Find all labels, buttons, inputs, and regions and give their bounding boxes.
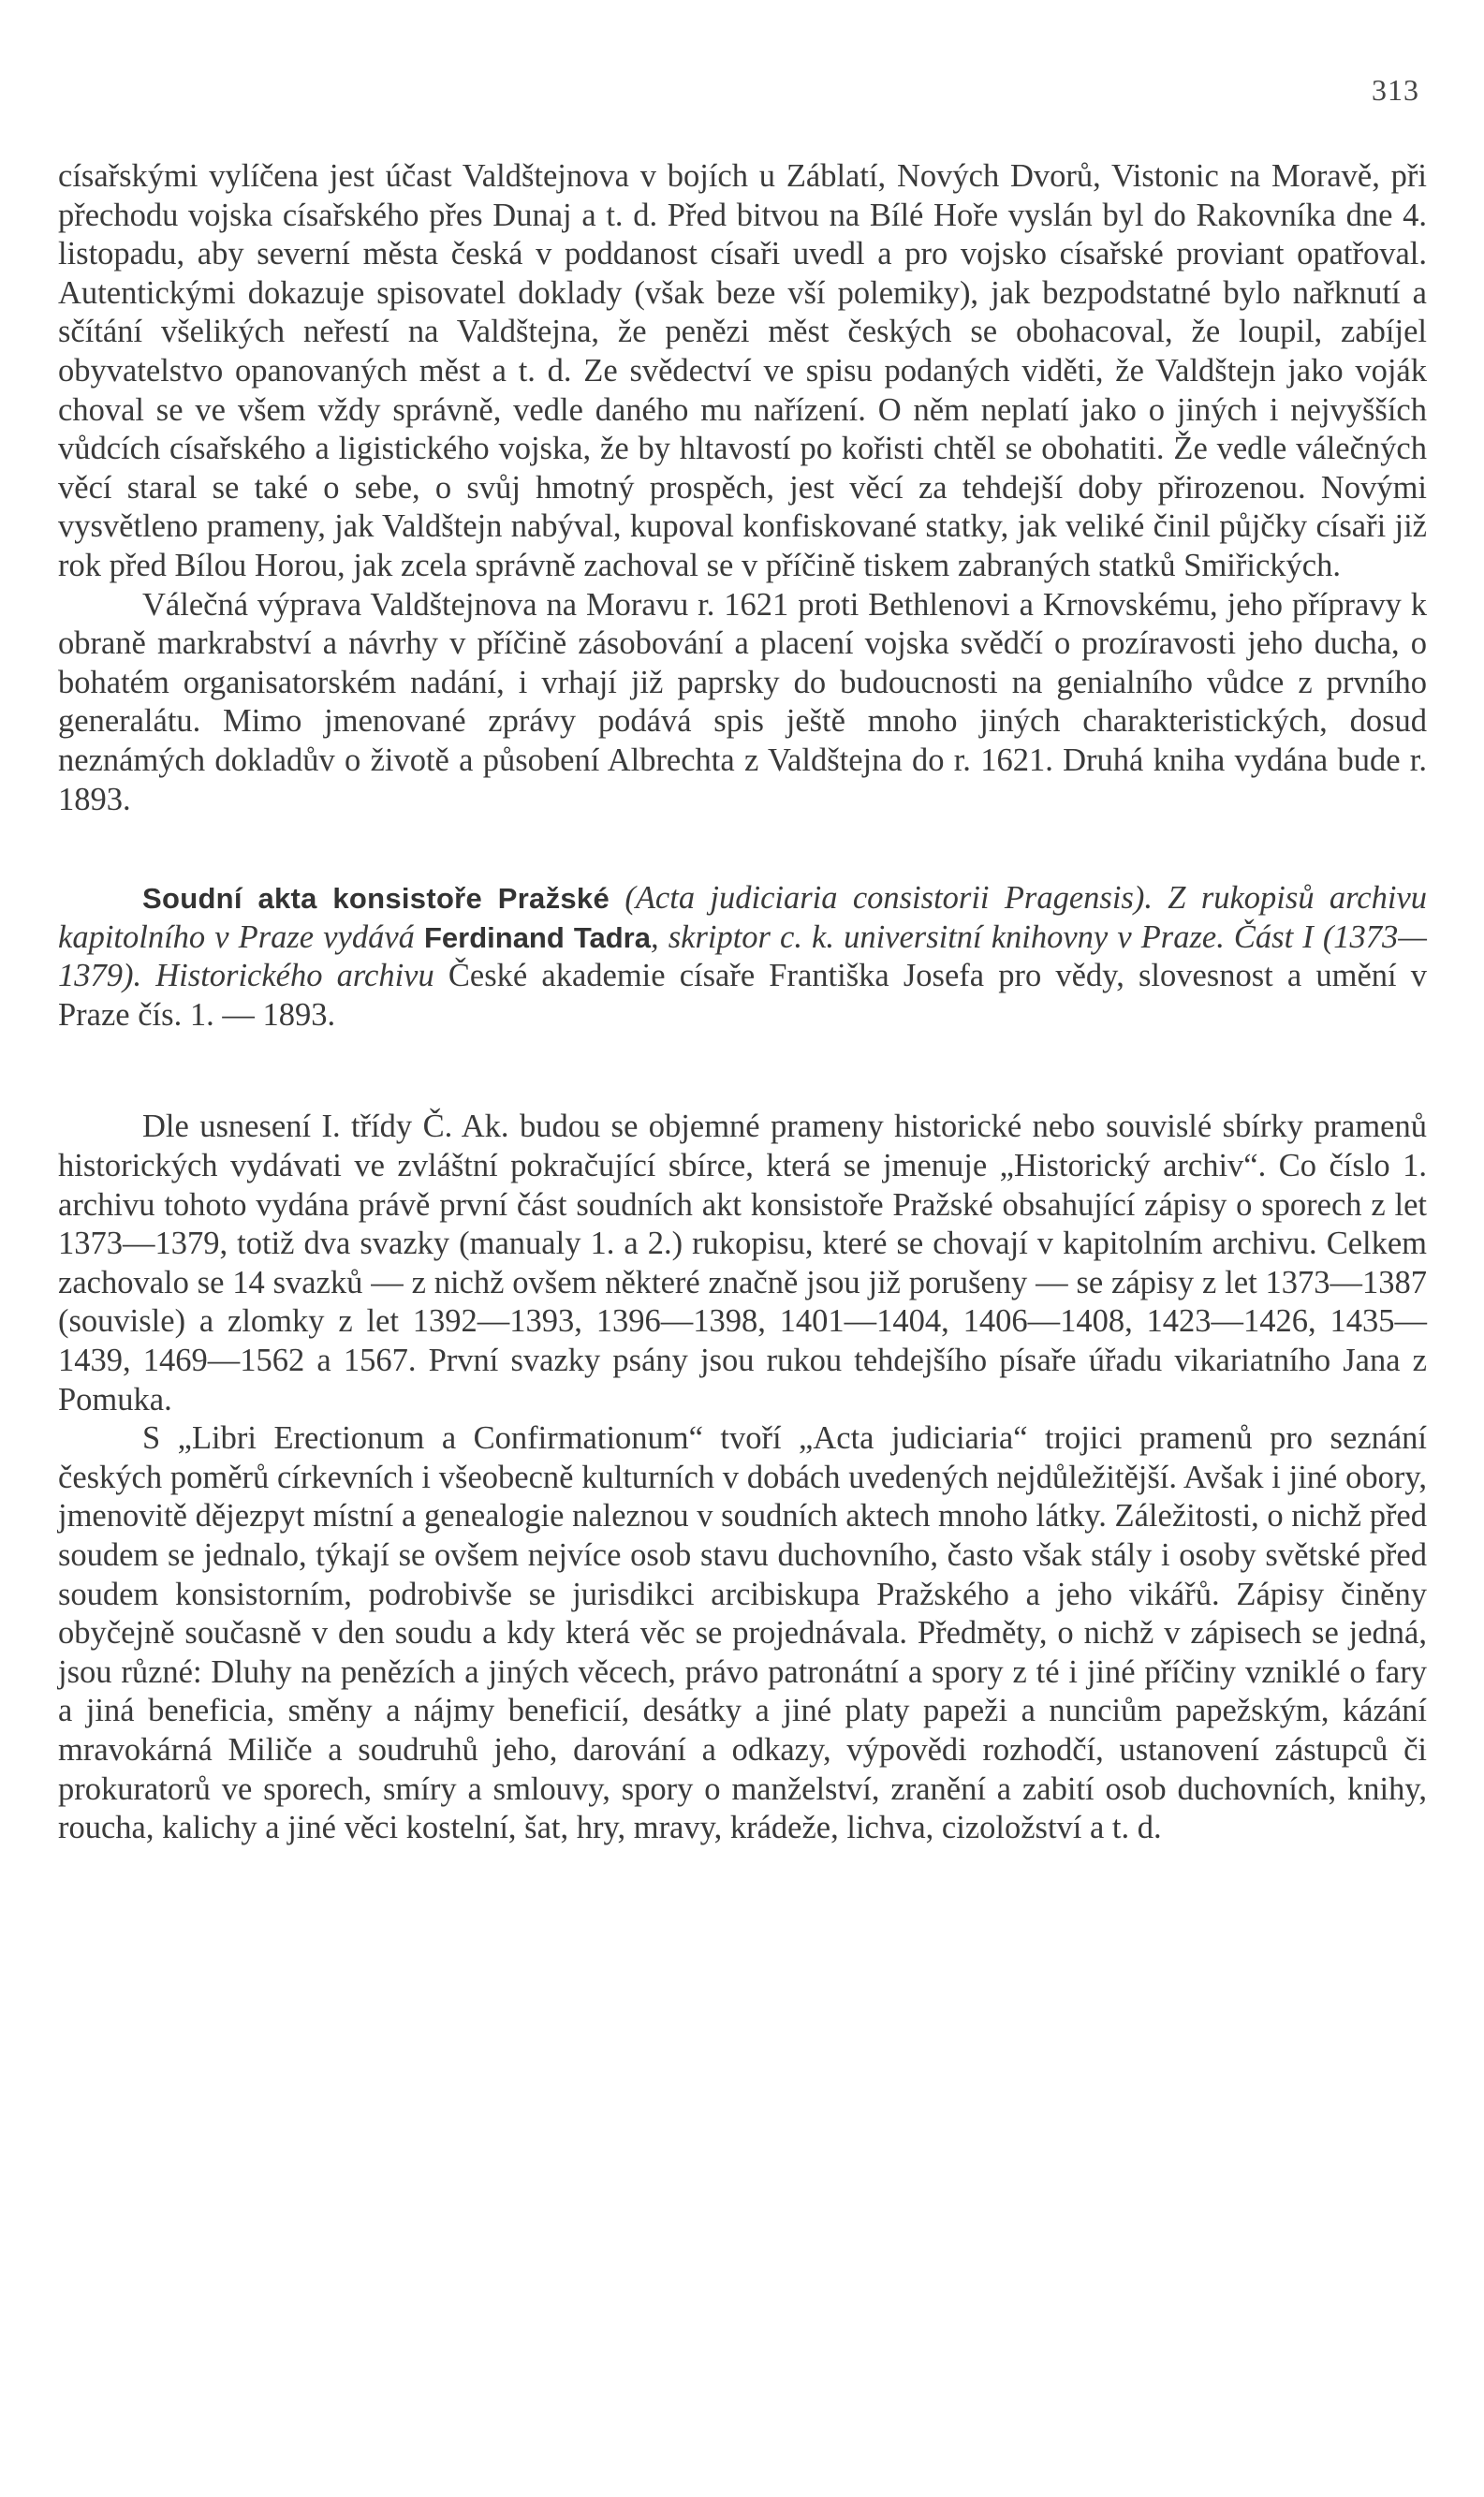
review2-editor: Ferdinand Tadra	[423, 920, 651, 954]
review2-title: Soudní akta konsistoře Pražské	[142, 882, 610, 916]
review2-bibliographic-entry	[58, 879, 1427, 1035]
body-text	[58, 157, 1427, 1848]
review2-paragraph-2: S „Libri Erectionum a Confirmationum“ tvoří „Acta judiciaria“ trojici pramenů pro seznání českých poměrů církevních i všeobecně kulturních v dobách uvedených nejdůležitější. Avšak i jiné obory, jmenovitě dějezpyt místní a genealogie naleznou v soudních aktech mnoho látky. Záležitosti, o nichž před soudem se jednalo, týkají se ovšem nejvíce osob stavu duchovního, často však stály i osoby světské před soudem konsistorním, podrobivše se jurisdikci arcibiskupa Pražského a jeho vikářů. Zápisy činěny obyčejně současně v den soudu a kdy která věc se projednávala. Předměty, o nichž v zápisech se jedná, jsou různé: Dluhy na penězích a jiných věcech, právo patronátní a spory z té i jiné příčiny vzniklé o fary a jiná beneficia, směny a nájmy beneficií, desátky a jiné platy papeži a nunciům papežským, kázání mravokárná Miliče a soudruhů jeho, darování a odkazy, výpovědi rozhodčí, ustanovení zástupců či prokuratorů ve sporech, smíry a smlouvy, spory o manželství, zranění a zabití osob duchovních, knihy, roucha, kalichy a jiné věci kostelní, šat, hry, mravy, krádeže, lichva, cizoložství a t. d.	[58, 1420, 1427, 1846]
page-number: 313	[1372, 73, 1419, 107]
review2-source-intro: Z rukopisů archivu kapitolního v Praze vydává	[58, 880, 1428, 955]
review2-editor-role: , skriptor c. k. universitní knihovny v Praze. Část I (1373—1379). Historického archivu	[58, 918, 1427, 994]
review2-publisher: České akademie císaře Františka Josefa pro vědy, slovesnost a umění v Praze čís. 1. — 1893.	[58, 958, 1427, 1033]
review1-paragraph-2: Válečná výprava Valdštejnova na Moravu r. 1621 proti Bethlenovi a Krnovskému, jeho přípravy k obraně markrabství a návrhy v příčině zásobování a placení vojska svědčí o prozíravosti jeho ducha, o bohatém organisatorském nadání, i vrhají již paprsky do budoucnosti na genialního vůdce z prvního generalátu. Mimo jmenované zprávy podává spis ještě mnoho jiných charakteristických, dosud neznámých dokladův o životě a působení Albrechta z Valdštejna do r. 1621. Druhá kniha vydána bude r. 1893.	[58, 586, 1427, 817]
review2-title-latin: (Acta judiciaria consistorii Pragensis).	[624, 880, 1153, 917]
document-page	[58, 0, 1427, 2497]
review1-paragraph-1: císařskými vylíčena jest účast Valdštejnova v bojích u Záblatí, Nových Dvorů, Vistonic na Moravě, při přechodu vojska císařského přes Dunaj a t. d. Před bitvou na Bílé Hoře vyslán byl do Rakovníka dne 4. listopadu, aby severní města česká v poddanost císaři uvedl a pro vojsko císařské proviant opatřoval. Autentickými dokazuje spisovatel doklady (však beze vší polemiky), jak bezpodstatné bylo nařknutí a sčítání všelikých neřestí na Valdštejna, že penězi měst českých se obohacoval, že loupil, zabíjel obyvatelstvo opanovaných měst a t. d. Ze svědectví ve spisu podaných viděti, že Valdštejn jako voják choval se ve všem vždy správně, vedle daného mu nařízení. O něm neplatí jako o jiných i nejvyšších vůdcích císařského a ligistického vojska, že by hltavostí po kořisti chtěl se obohatiti. Že vedle válečných věcí staral se také o sebe, o svůj hmotný prospěch, jest věcí za tehdejší doby přirozenou. Novými vysvětleno prameny, jak Valdštejn nabýval, kupoval konfiskované statky, jak veliké činil půjčky císaři již rok před Bílou Horou, jak zcela správně zachoval se v příčině tiskem zabraných statků Smiřických.	[58, 158, 1427, 583]
review2-paragraph-1: Dle usnesení I. třídy Č. Ak. budou se objemné prameny historické nebo souvislé sbírky pramenů historických vydávati ve zvláštní pokračující sbírce, která se jmenuje „Historický archiv“. Co číslo 1. archivu tohoto vydána právě první část soudních akt konsistoře Pražské obsahující zápisy o sporech z let 1373—1379, totiž dva svazky (manualy 1. a 2.) rukopisu, které se chovají v kapitolním archivu. Celkem zachovalo se 14 svazků — z nichž ovšem některé značně jsou již porušeny — se zápisy z let 1373—1387 (souvisle) a zlomky z let 1392—1393, 1396—1398, 1401—1404, 1406—1408, 1423—1426, 1435—1439, 1469—1562 a 1567. První svazky psány jsou rukou tehdejšího písaře úřadu vikariatního Jana z Pomuka.	[58, 1109, 1427, 1417]
